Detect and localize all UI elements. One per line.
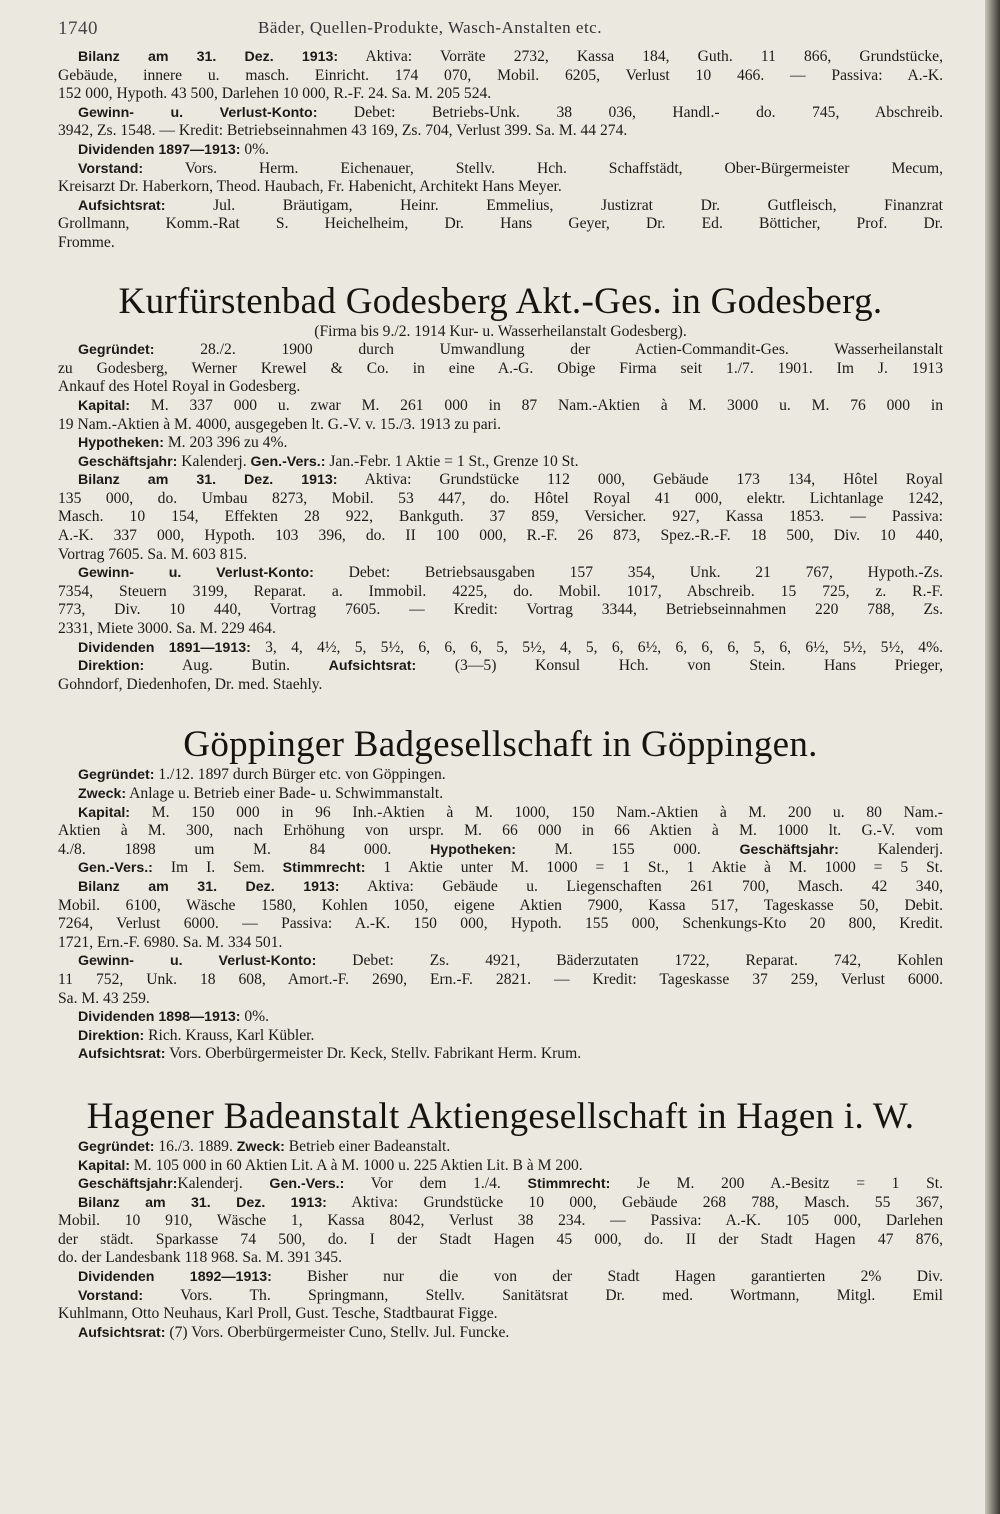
field-label: Gewinn- u. Verlust-Konto: (78, 565, 314, 582)
entry-subtitle: (Firma bis 9./2. 1914 Kur- u. Wasserheilanstalt Godesberg). (314, 322, 687, 340)
text-line: Aktiva: Gebäude u. Liegenschaften 261 700, Masch. 42 340, (339, 877, 944, 895)
page-number: 1740 (58, 18, 98, 39)
text-line: Mobil. 10 910, Wäsche 1, Kassa 8042, Verlust 38 234. — Passiva: A.-K. 105 000, Darlehen (58, 1212, 943, 1230)
field-label: Vorstand: (78, 160, 144, 177)
text-line: Debet: Betriebs-Unk. 38 036, Handl.- do. 745, Abschreib. (317, 103, 944, 121)
field-label: Geschäftsjahr: (739, 841, 839, 858)
board-paragraph (58, 1287, 943, 1306)
text-value: Kalenderj. (177, 452, 247, 470)
bilanz-paragraph (58, 48, 943, 67)
text-line: Aktiva: Grundstücke 10 000, Gebäude 268 788, Masch. 55 367, (326, 1193, 943, 1211)
text-line: Sa. M. 43 259. (58, 989, 150, 1007)
direction-paragraph (58, 1027, 943, 1046)
entry-continuation (58, 48, 943, 253)
text-line: (3—5) Konsul Hch. von Stein. Hans Prieger, (416, 657, 944, 675)
text-line: 152 000, Hypoth. 43 500, Darlehen 10 000, R.-F. 24. Sa. M. 205 524. (58, 85, 492, 103)
entry-hagen (58, 1096, 943, 1343)
text-line: 773, Div. 10 440, Vortrag 7605. — Kredit: Vortrag 3344, Betriebseinnahmen 220 788, Zs. (58, 601, 943, 619)
text-value: M. 105 000 in 60 Aktien Lit. A à M. 1000 u. 225 Aktien Lit. B à M 200. (130, 1156, 583, 1174)
text-value: Bisher nur die von der Stadt Hagen garantierten 2% Div. (271, 1268, 943, 1286)
meeting-paragraph (58, 859, 943, 878)
field-label: Dividenden 1897—1913: (78, 141, 241, 158)
text-line: Fromme. (58, 233, 115, 251)
supervisory-paragraph (58, 1045, 943, 1064)
founded-purpose-line (58, 1138, 943, 1157)
field-label: Geschäftsjahr: (78, 1176, 178, 1193)
text-line: Debet: Zs. 4921, Bäderzutaten 1722, Reparat. 742, Kohlen (316, 952, 943, 970)
text-line: Aktiva: Vorräte 2732, Kassa 184, Guth. 11 866, Grundstücke, (338, 48, 943, 65)
field-label: Kapital: (78, 804, 131, 821)
field-label: Hypotheken: (430, 841, 516, 858)
field-label: Dividenden 1891—1913: (78, 639, 251, 656)
running-title: Bäder, Quellen-Produkte, Wasch-Anstalten etc. (258, 18, 602, 37)
text-line: Jul. Bräutigam, Heinr. Emmelius, Justizrat Dr. Gutfleisch, Finanzrat (165, 196, 943, 214)
entry-title: Göppinger Badgesellschaft in Göppingen. (183, 724, 818, 766)
text-value: 0%. (240, 1008, 270, 1026)
field-label: Bilanz am 31. Dez. 1913: (78, 472, 338, 489)
text-value: (7) Vors. Oberbürgermeister Cuno, Stellv. Jul. Funcke. (165, 1323, 510, 1341)
text-value: 3, 4, 4½, 5, 5½, 6, 6, 6, 5, 5½, 4, 5, 6, 6½, 6, 6, 6, 5, 6, 6½, 5½, 5½, 4%. (250, 638, 943, 656)
field-label: Aufsichtsrat: (328, 658, 417, 675)
entry-goeppingen (58, 724, 943, 1064)
dividend-paragraph (58, 1268, 943, 1287)
text-line: do. der Landesbank 118 968. Sa. M. 391 345. (58, 1249, 342, 1267)
field-label: Geschäftsjahr: (78, 453, 178, 470)
text-line: 7264, Verlust 6000. — Passiva: A.-K. 150 000, Hypoth. 155 000, Schenkungs-Kto 20 800, Kredit. (58, 915, 943, 933)
entry-godesberg (58, 281, 943, 695)
field-label: Kapital: (78, 1157, 131, 1174)
text-line: Vors. Herm. Eichenauer, Stellv. Hch. Schaffstädt, Ober-Bürgermeister Mecum, (143, 159, 943, 177)
text-value: Rich. Krauss, Karl Kübler. (144, 1026, 315, 1044)
field-label: Gewinn- u. Verlust-Konto: (78, 104, 318, 121)
text-line: Debet: Betriebsausgaben 157 354, Unk. 21 767, Hypoth.-Zs. (313, 564, 944, 582)
capital-mortgage-line (58, 841, 943, 860)
supervisory-paragraph (58, 197, 943, 216)
text-line: M. 337 000 u. zwar M. 261 000 in 87 Nam.-Aktien à M. 3000 u. M. 76 000 in (130, 396, 943, 414)
field-label: Vorstand: (78, 1287, 144, 1304)
text-value: Kalenderj. (838, 840, 943, 858)
bilanz-paragraph (58, 471, 943, 490)
field-label: Aufsichtsrat: (78, 1324, 166, 1341)
field-label: Stimmrecht: (282, 860, 366, 877)
text-line: Gebäude, innere u. masch. Einricht. 174 070, Mobil. 6205, Verlust 10 466. — Passiva: A.-K. (58, 66, 943, 84)
text-value: Vors. Oberbürgermeister Dr. Keck, Stellv. Fabrikant Herm. Krum. (165, 1045, 582, 1063)
capital-paragraph (58, 397, 943, 416)
field-label: Aufsichtsrat: (78, 1046, 166, 1063)
mortgage-paragraph (58, 434, 943, 453)
text-line: 1721, Ern.-F. 6980. Sa. M. 334 501. (58, 933, 283, 951)
text-line: M. 150 000 in 96 Inh.-Aktien à M. 1000, 150 Nam.-Aktien à M. 200 u. 80 Nam.- (130, 803, 943, 821)
field-label: Gewinn- u. Verlust-Konto: (78, 953, 317, 970)
entry-title: Hagener Badeanstalt Aktiengesellschaft in Hagen i. W. (86, 1095, 915, 1137)
field-label: Gegründet: (78, 767, 155, 784)
text-line: Vors. Th. Springmann, Stellv. Sanitätsrat Dr. med. Wortmann, Mitgl. Emil (143, 1286, 943, 1304)
field-label: Direktion: (78, 1027, 145, 1044)
text-line: 11 752, Unk. 18 608, Amort.-F. 2690, Ern.-F. 2821. — Kredit: Tageskasse 37 259, Verlust 6000. (58, 970, 943, 988)
text-value: Kalenderj. (177, 1175, 243, 1193)
field-label: Zweck: (236, 1138, 285, 1155)
text-line: 7354, Steuern 3199, Reparat. a. Immobil. 4225, do. Mobil. 1017, Abschreib. 15 725, z. R.-F. (58, 582, 943, 600)
text-value: 0%. (240, 140, 270, 158)
text-line: Mobil. 6100, Wäsche 1580, Kohlen 1050, eigene Aktien 7900, Kassa 517, Tageskasse 50, Debit. (58, 896, 943, 914)
text-line: Aktien à M. 300, nach Erhöhung von urspr. M. 66 000 in 66 Aktien à M. 1000 lt. G.-V. vom (58, 822, 943, 840)
field-label: Gegründet: (78, 1138, 155, 1155)
field-label: Stimmrecht: (527, 1176, 611, 1193)
field-label: Dividenden 1892—1913: (78, 1269, 272, 1286)
field-label: Zweck: (78, 786, 127, 802)
field-label: Dividenden 1898—1913: (78, 1009, 241, 1026)
text-value: Jan.-Febr. 1 Aktie = 1 St., Grenze 10 St. (325, 452, 579, 470)
text-line: 19 Nam.-Aktien à M. 4000, ausgegeben lt. G.-V. v. 15./3. 1913 zu pari. (58, 415, 502, 433)
supervisory-paragraph (58, 1324, 943, 1343)
board-paragraph (58, 160, 943, 179)
text-line: Kuhlmann, Otto Neuhaus, Karl Proll, Gust. Tesche, Stadtbaurat Figge. (58, 1305, 498, 1323)
text-value: Aug. Butin. (144, 657, 290, 675)
text-value: Im I. Sem. (152, 859, 265, 877)
entry-title: Kurfürstenbad Godesberg Akt.-Ges. in Godesberg. (118, 280, 883, 322)
field-label: Gen.-Vers.: (78, 860, 153, 877)
running-header (58, 14, 943, 48)
field-label: Gen.-Vers.: (269, 1176, 345, 1193)
text-value: Anlage u. Betrieb einer Bade- u. Schwimmanstalt. (126, 785, 444, 802)
text-line: 135 000, do. Umbau 8273, Mobil. 53 447, do. Hôtel Royal 41 000, elektr. Lichtanlage 1242, (58, 489, 943, 507)
field-label: Gegründet: (78, 342, 155, 359)
bilanz-paragraph (58, 1194, 943, 1213)
text-line: Ankauf des Hotel Royal in Godesberg. (58, 378, 301, 396)
field-label: Bilanz am 31. Dez. 1913: (78, 1194, 327, 1211)
text-line: Vortrag 7605. Sa. M. 603 815. (58, 545, 247, 563)
capital-paragraph (58, 804, 943, 823)
page-edge (985, 0, 1000, 1514)
text-line: der städt. Sparkasse 74 500, do. I der Stadt Hagen 45 000, do. II der Stadt Hagen 47 876, (58, 1230, 943, 1248)
capital-paragraph (58, 1157, 943, 1176)
text-value: M. 203 396 zu 4%. (163, 434, 288, 452)
direction-paragraph (58, 657, 943, 676)
guv-paragraph (58, 564, 943, 583)
field-label: Aufsichtsrat: (78, 197, 166, 214)
text-line: A.-K. 337 000, Hypoth. 103 396, do. II 100 000, R.-F. 26 873, Spez.-R.-F. 18 500, Div. 10 440, (58, 527, 943, 545)
text-value: 1 Aktie unter M. 1000 = 1 St., 1 Aktie à M. 1000 = 5 St. (365, 859, 943, 877)
text-line: 3942, Zs. 1548. — Kredit: Betriebseinnahmen 43 169, Zs. 704, Verlust 399. Sa. M. 44 274. (58, 122, 628, 140)
bilanz-paragraph (58, 878, 943, 897)
text-line: Masch. 10 154, Effekten 28 922, Bankguth. 37 859, Versicher. 927, Kassa 1853. — Passiva: (58, 508, 943, 526)
text-line: Gohndorf, Diedenhofen, Dr. med. Staehly. (58, 675, 323, 693)
text-line: Kreisarzt Dr. Haberkorn, Theod. Haubach, Fr. Habenicht, Architekt Hans Meyer. (58, 178, 562, 196)
text-line: zu Godesberg, Werner Krewel & Co. in eine A.-G. Obige Firma seit 1./7. 1901. Im J. 1913 (58, 359, 943, 377)
guv-paragraph (58, 104, 943, 123)
field-label: Gen.-Vers.: (250, 453, 326, 470)
text-value: Je M. 200 A.-Besitz = 1 St. (610, 1175, 944, 1193)
field-label: Hypotheken: (78, 435, 164, 452)
dividend-paragraph (58, 1008, 943, 1027)
dividend-paragraph (58, 141, 943, 160)
text-line: Grollmann, Komm.-Rat S. Heichelheim, Dr. Hans Geyer, Dr. Ed. Bötticher, Prof. Dr. (58, 215, 943, 233)
text-line: 2331, Miete 3000. Sa. M. 229 464. (58, 620, 276, 638)
text-value: M. 155 000. (515, 840, 701, 858)
field-label: Bilanz am 31. Dez. 1913: (78, 49, 339, 65)
text-line: Aktiva: Grundstücke 112 000, Gebäude 173 134, Hôtel Royal (337, 471, 943, 489)
text-line: 28./2. 1900 durch Umwandlung der Actien-Commandit-Ges. Wasserheilanstalt (154, 341, 943, 359)
guv-paragraph (58, 952, 943, 971)
purpose-paragraph (58, 785, 943, 804)
text-value: 16./3. 1889. (154, 1137, 233, 1155)
text-value: Vor dem 1./4. (344, 1175, 501, 1193)
text-line: 4./8. 1898 um M. 84 000. (58, 840, 392, 858)
fiscal-paragraph (58, 1175, 943, 1194)
founded-paragraph (58, 766, 943, 785)
text-value: Betrieb einer Badeanstalt. (284, 1137, 451, 1155)
text-value: 1./12. 1897 durch Bürger etc. von Göppingen. (154, 766, 446, 784)
dividend-paragraph (58, 639, 943, 658)
field-label: Direktion: (78, 658, 145, 675)
founded-paragraph (58, 341, 943, 360)
field-label: Kapital: (78, 397, 131, 414)
field-label: Bilanz am 31. Dez. 1913: (78, 878, 340, 895)
fiscal-paragraph (58, 453, 943, 472)
